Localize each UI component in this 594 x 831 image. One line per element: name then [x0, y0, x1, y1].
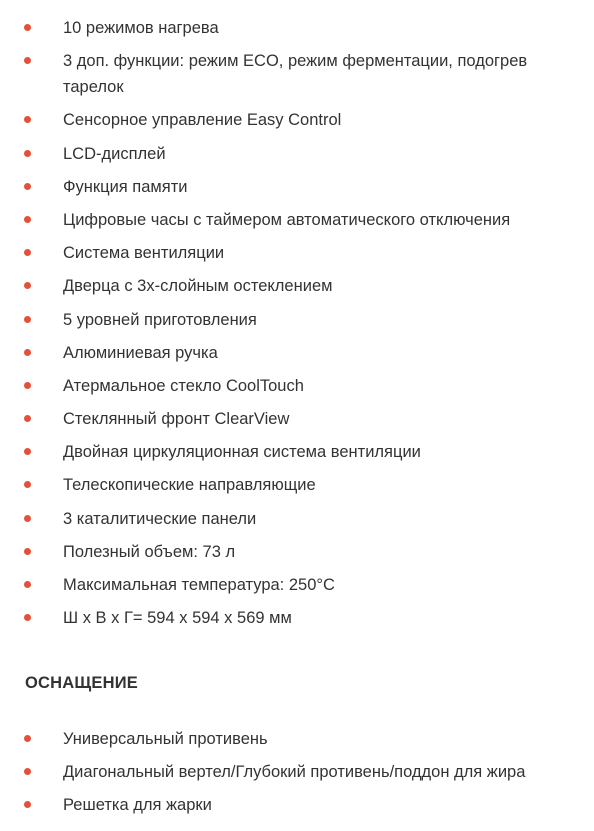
- bullet-icon: [24, 614, 31, 621]
- list-item: [0, 406, 594, 432]
- bullet-icon: [24, 24, 31, 31]
- list-item-text: Стеклянный фронт ClearView: [63, 410, 290, 429]
- list-item-text: Сенсорное управление Easy Control: [63, 111, 342, 130]
- list-item-text: Универсальный противень: [63, 730, 268, 748]
- list-item-text: 10 режимов нагрева: [63, 19, 219, 37]
- list-item: [0, 240, 594, 266]
- list-item-text: 3 каталитические панели: [63, 509, 257, 528]
- list-item-text: Атермальное стекло CoolTouch: [63, 376, 304, 395]
- bullet-icon: [24, 57, 31, 64]
- list-item: [0, 726, 594, 752]
- bullet-icon: [24, 282, 31, 289]
- list-item-text: 3 доп. функции: режим ECO, режим ферментации, подогрев тарелок: [63, 52, 528, 97]
- list-item-text: 5 уровней приготовления: [63, 310, 257, 329]
- list-item: [0, 174, 594, 200]
- list-item-text: LCD-дисплей: [63, 144, 166, 163]
- bullet-icon: [24, 249, 31, 256]
- list-item: [0, 273, 594, 299]
- list-item: [0, 472, 594, 498]
- bullet-icon: [24, 382, 31, 389]
- bullet-icon: [24, 515, 31, 522]
- list-item-text: Алюминиевая ручка: [63, 343, 218, 362]
- bullet-icon: [24, 183, 31, 190]
- bullet-icon: [24, 448, 31, 455]
- equipment-heading: ОСНАЩЕНИЕ: [25, 674, 138, 692]
- list-item-text: Телескопические направляющие: [63, 476, 316, 495]
- bullet-icon: [24, 349, 31, 356]
- list-item-text: Функция памяти: [63, 177, 188, 196]
- bullet-icon: [24, 801, 31, 808]
- features-list: [0, 15, 594, 638]
- equipment-list: [0, 726, 594, 826]
- list-item-text: Система вентиляции: [63, 244, 225, 263]
- bullet-icon: [24, 415, 31, 422]
- bullet-icon: [24, 150, 31, 157]
- bullet-icon: [24, 481, 31, 488]
- bullet-icon: [24, 768, 31, 775]
- list-item: [0, 439, 594, 465]
- list-item: [0, 539, 594, 565]
- bullet-icon: [24, 116, 31, 123]
- list-item: [0, 373, 594, 399]
- list-item: [0, 506, 594, 532]
- list-item: [0, 141, 594, 167]
- list-item: [0, 759, 594, 785]
- bullet-icon: [24, 548, 31, 555]
- list-item-text: Полезный объем: 73 л: [63, 542, 236, 561]
- list-item-text: Цифровые часы с таймером автоматического отключения: [63, 210, 511, 229]
- list-item-text: Двойная циркуляционная система вентиляции: [63, 443, 421, 462]
- list-item: [0, 340, 594, 366]
- list-item: [0, 572, 594, 598]
- list-item-text: Решетка для жарки: [63, 796, 212, 815]
- bullet-icon: [24, 735, 31, 742]
- list-item: [0, 792, 594, 818]
- list-item: [0, 207, 594, 233]
- list-item: [0, 307, 594, 333]
- list-item: [0, 605, 594, 631]
- list-item-text: Дверца с 3х-слойным остеклением: [63, 277, 333, 296]
- bullet-icon: [24, 581, 31, 588]
- list-item: [0, 15, 594, 41]
- list-item: [0, 107, 594, 133]
- list-item-text: Ш х В х Г= 594 х 594 х 569 мм: [63, 609, 292, 628]
- list-item-text: Максимальная температура: 250°C: [63, 576, 335, 594]
- bullet-icon: [24, 316, 31, 323]
- list-item-text: Диагональный вертел/Глубокий противень/поддон для жира: [63, 763, 526, 782]
- list-item: [0, 48, 594, 100]
- bullet-icon: [24, 216, 31, 223]
